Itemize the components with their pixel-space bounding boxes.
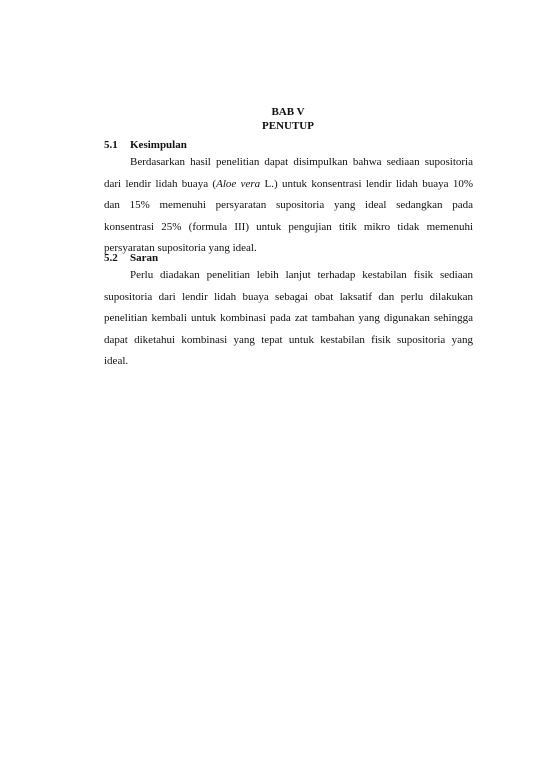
section-heading-kesimpulan — [104, 138, 187, 152]
paragraph-line: ideal. — [104, 355, 129, 368]
paragraph-saran — [104, 265, 473, 373]
paragraph-line: dapat diketahui kombinasi yang tepat untuk kestabilan fisik supositoria yang — [104, 333, 473, 346]
paragraph-kesimpulan — [104, 152, 473, 260]
scientific-name: Aloe vera — [216, 177, 261, 190]
section-title: Kesimpulan — [130, 139, 187, 151]
paragraph-line: supositoria dari lendir lidah buaya sebagai obat laksatif dan perlu dilakukan — [104, 290, 473, 303]
section-number: 5.2 — [104, 252, 118, 264]
paragraph-line: Perlu diadakan penelitian lebih lanjut terhadap kestabilan fisik sediaan — [130, 269, 473, 281]
section-number: 5.1 — [104, 139, 118, 151]
paragraph-line: Berdasarkan hasil penelitian dapat disimpulkan bahwa sediaan supositoria — [130, 156, 473, 168]
paragraph-line: penelitian kembali untuk kombinasi pada zat tambahan yang digunakan sehingga — [104, 312, 473, 325]
chapter-title: PENUTUP — [262, 120, 314, 132]
chapter-number: BAB V — [271, 106, 305, 118]
paragraph-line: dan 15% memenuhi persyaratan supositoria yang ideal sedangkan pada — [104, 199, 473, 212]
paragraph-line: konsentrasi 25% (formula III) untuk pengujian titik mikro tidak memenuhi — [104, 220, 473, 233]
paragraph-line: dari lendir lidah buaya (Aloe vera L.) untuk konsentrasi lendir lidah buaya 10% — [104, 177, 473, 190]
paragraph-line: persyaratan supositoria yang ideal. — [104, 242, 257, 255]
section-heading-saran — [104, 251, 158, 265]
section-title: Saran — [130, 252, 159, 264]
chapter-heading — [0, 105, 550, 133]
